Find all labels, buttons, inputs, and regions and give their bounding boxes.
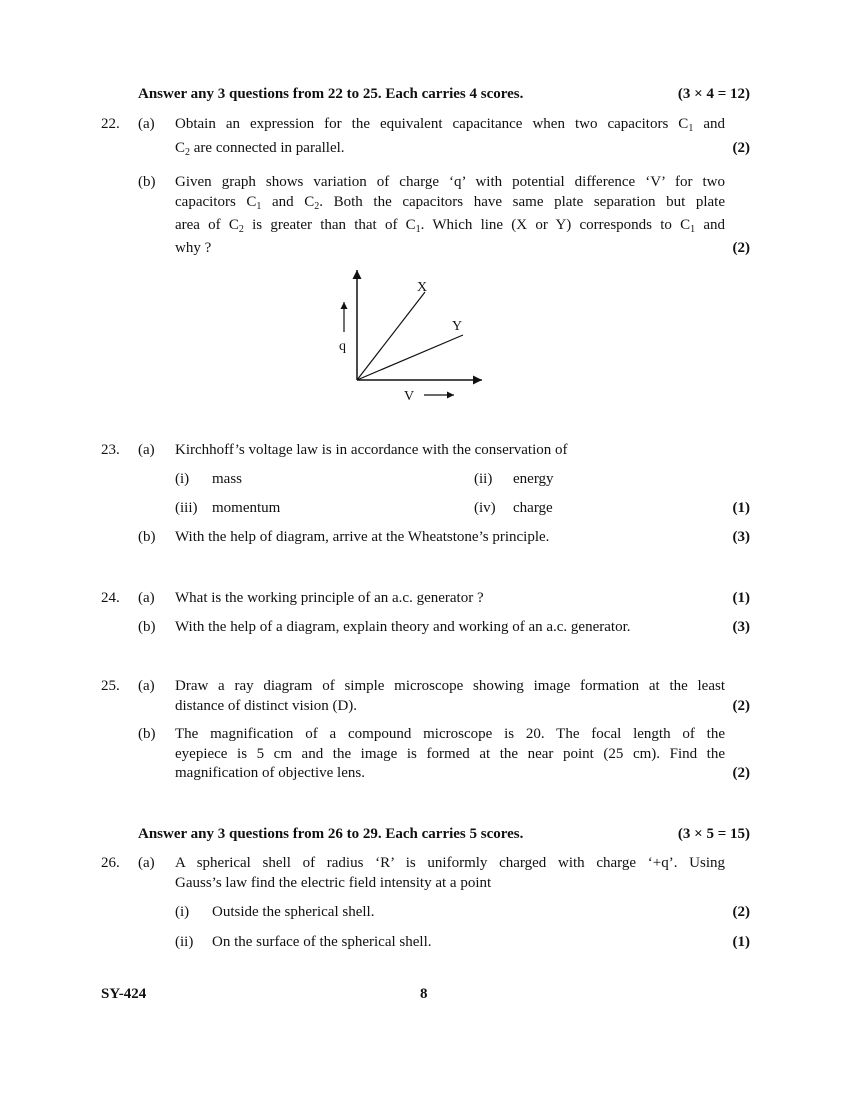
question-text: $C_2$ are connected in parallel. [175, 140, 345, 158]
part-text: Outside the spherical shell. [212, 904, 375, 920]
question-text: capacitors $C_1$ and $C_2$. Both the capacitors have same plate separation but plate [175, 194, 725, 212]
graph-y-axis-label: q [339, 339, 346, 354]
question-text: Given graph shows variation of charge ‘q’ with potential difference ‘V’ for two [175, 174, 725, 190]
subpart-label: (a) [138, 116, 155, 132]
subpart-label: (a) [138, 855, 155, 871]
subpart-label: (a) [138, 590, 155, 606]
section-instruction: Answer any 3 questions from 22 to 25. Each carries 4 scores. [138, 86, 524, 102]
question-text: A spherical shell of radius ‘R’ is uniformly charged with charge ‘+q’. Using [175, 855, 725, 871]
paper-code: SY-424 [101, 986, 147, 1002]
option-text: momentum [212, 500, 281, 516]
page-number: 8 [420, 986, 428, 1002]
question-text: Kirchhoff’s voltage law is in accordance with the conservation of [175, 442, 568, 458]
graph-line-y [357, 335, 463, 380]
score: (1) [732, 500, 750, 516]
option-label: (iv) [474, 500, 496, 516]
score: (2) [732, 698, 750, 714]
question-text: With the help of a diagram, explain theory and working of an a.c. generator. [175, 619, 631, 635]
score: (2) [732, 140, 750, 156]
score: (3) [732, 619, 750, 635]
option-text: mass [212, 471, 242, 487]
question-text: Draw a ray diagram of simple microscope showing image formation at the least [175, 678, 725, 694]
part-text: On the surface of the spherical shell. [212, 934, 432, 950]
option-label: (i) [175, 471, 190, 487]
option-text: charge [513, 500, 553, 516]
score: (1) [732, 934, 750, 950]
q-v-graph [330, 262, 500, 407]
subpart-label: (b) [138, 174, 156, 190]
question-text: eyepiece is 5 cm and the image is formed at the near point (25 cm). Find the [175, 746, 725, 762]
option-text: energy [513, 471, 554, 487]
score: (2) [732, 904, 750, 920]
question-text: area of $C_2$ is greater than that of $C_1$. Which line (X or Y) corresponds to $C_1$ and [175, 217, 725, 235]
question-text: Gauss’s law find the electric field intensity at a point [175, 875, 492, 891]
question-text: why ? [175, 240, 212, 256]
part-label: (ii) [175, 934, 194, 950]
section-instruction: Answer any 3 questions from 26 to 29. Each carries 5 scores. [138, 826, 524, 842]
question-text: distance of distinct vision (D). [175, 698, 358, 714]
subpart-label: (b) [138, 726, 156, 742]
graph-line-x [357, 292, 425, 380]
score: (2) [732, 240, 750, 256]
section-marks: (3 × 5 = 15) [677, 826, 750, 842]
subpart-label: (b) [138, 619, 156, 635]
question-text: Obtain an expression for the equivalent capacitance when two capacitors $C_1$ and [175, 116, 725, 134]
part-label: (i) [175, 904, 190, 920]
section-marks: (3 × 4 = 12) [677, 86, 750, 102]
option-label: (ii) [474, 471, 493, 487]
graph-label-x: X [417, 280, 428, 295]
graph-label-y: Y [452, 319, 463, 334]
option-label: (iii) [175, 500, 198, 516]
question-text: With the help of diagram, arrive at the Wheatstone’s principle. [175, 529, 550, 545]
question-text: The magnification of a compound microscope is 20. The focal length of the [175, 726, 725, 742]
question-number: 24. [101, 590, 120, 606]
question-text: What is the working principle of an a.c. generator ? [175, 590, 484, 606]
subpart-label: (a) [138, 442, 155, 458]
subpart-label: (b) [138, 529, 156, 545]
question-number: 22. [101, 116, 120, 132]
score: (3) [732, 529, 750, 545]
subpart-label: (a) [138, 678, 155, 694]
score: (2) [732, 765, 750, 781]
question-text: magnification of objective lens. [175, 765, 365, 781]
question-number: 23. [101, 442, 120, 458]
question-number: 25. [101, 678, 120, 694]
question-number: 26. [101, 855, 120, 871]
graph-x-axis-label: V [404, 389, 415, 404]
score: (1) [732, 590, 750, 606]
